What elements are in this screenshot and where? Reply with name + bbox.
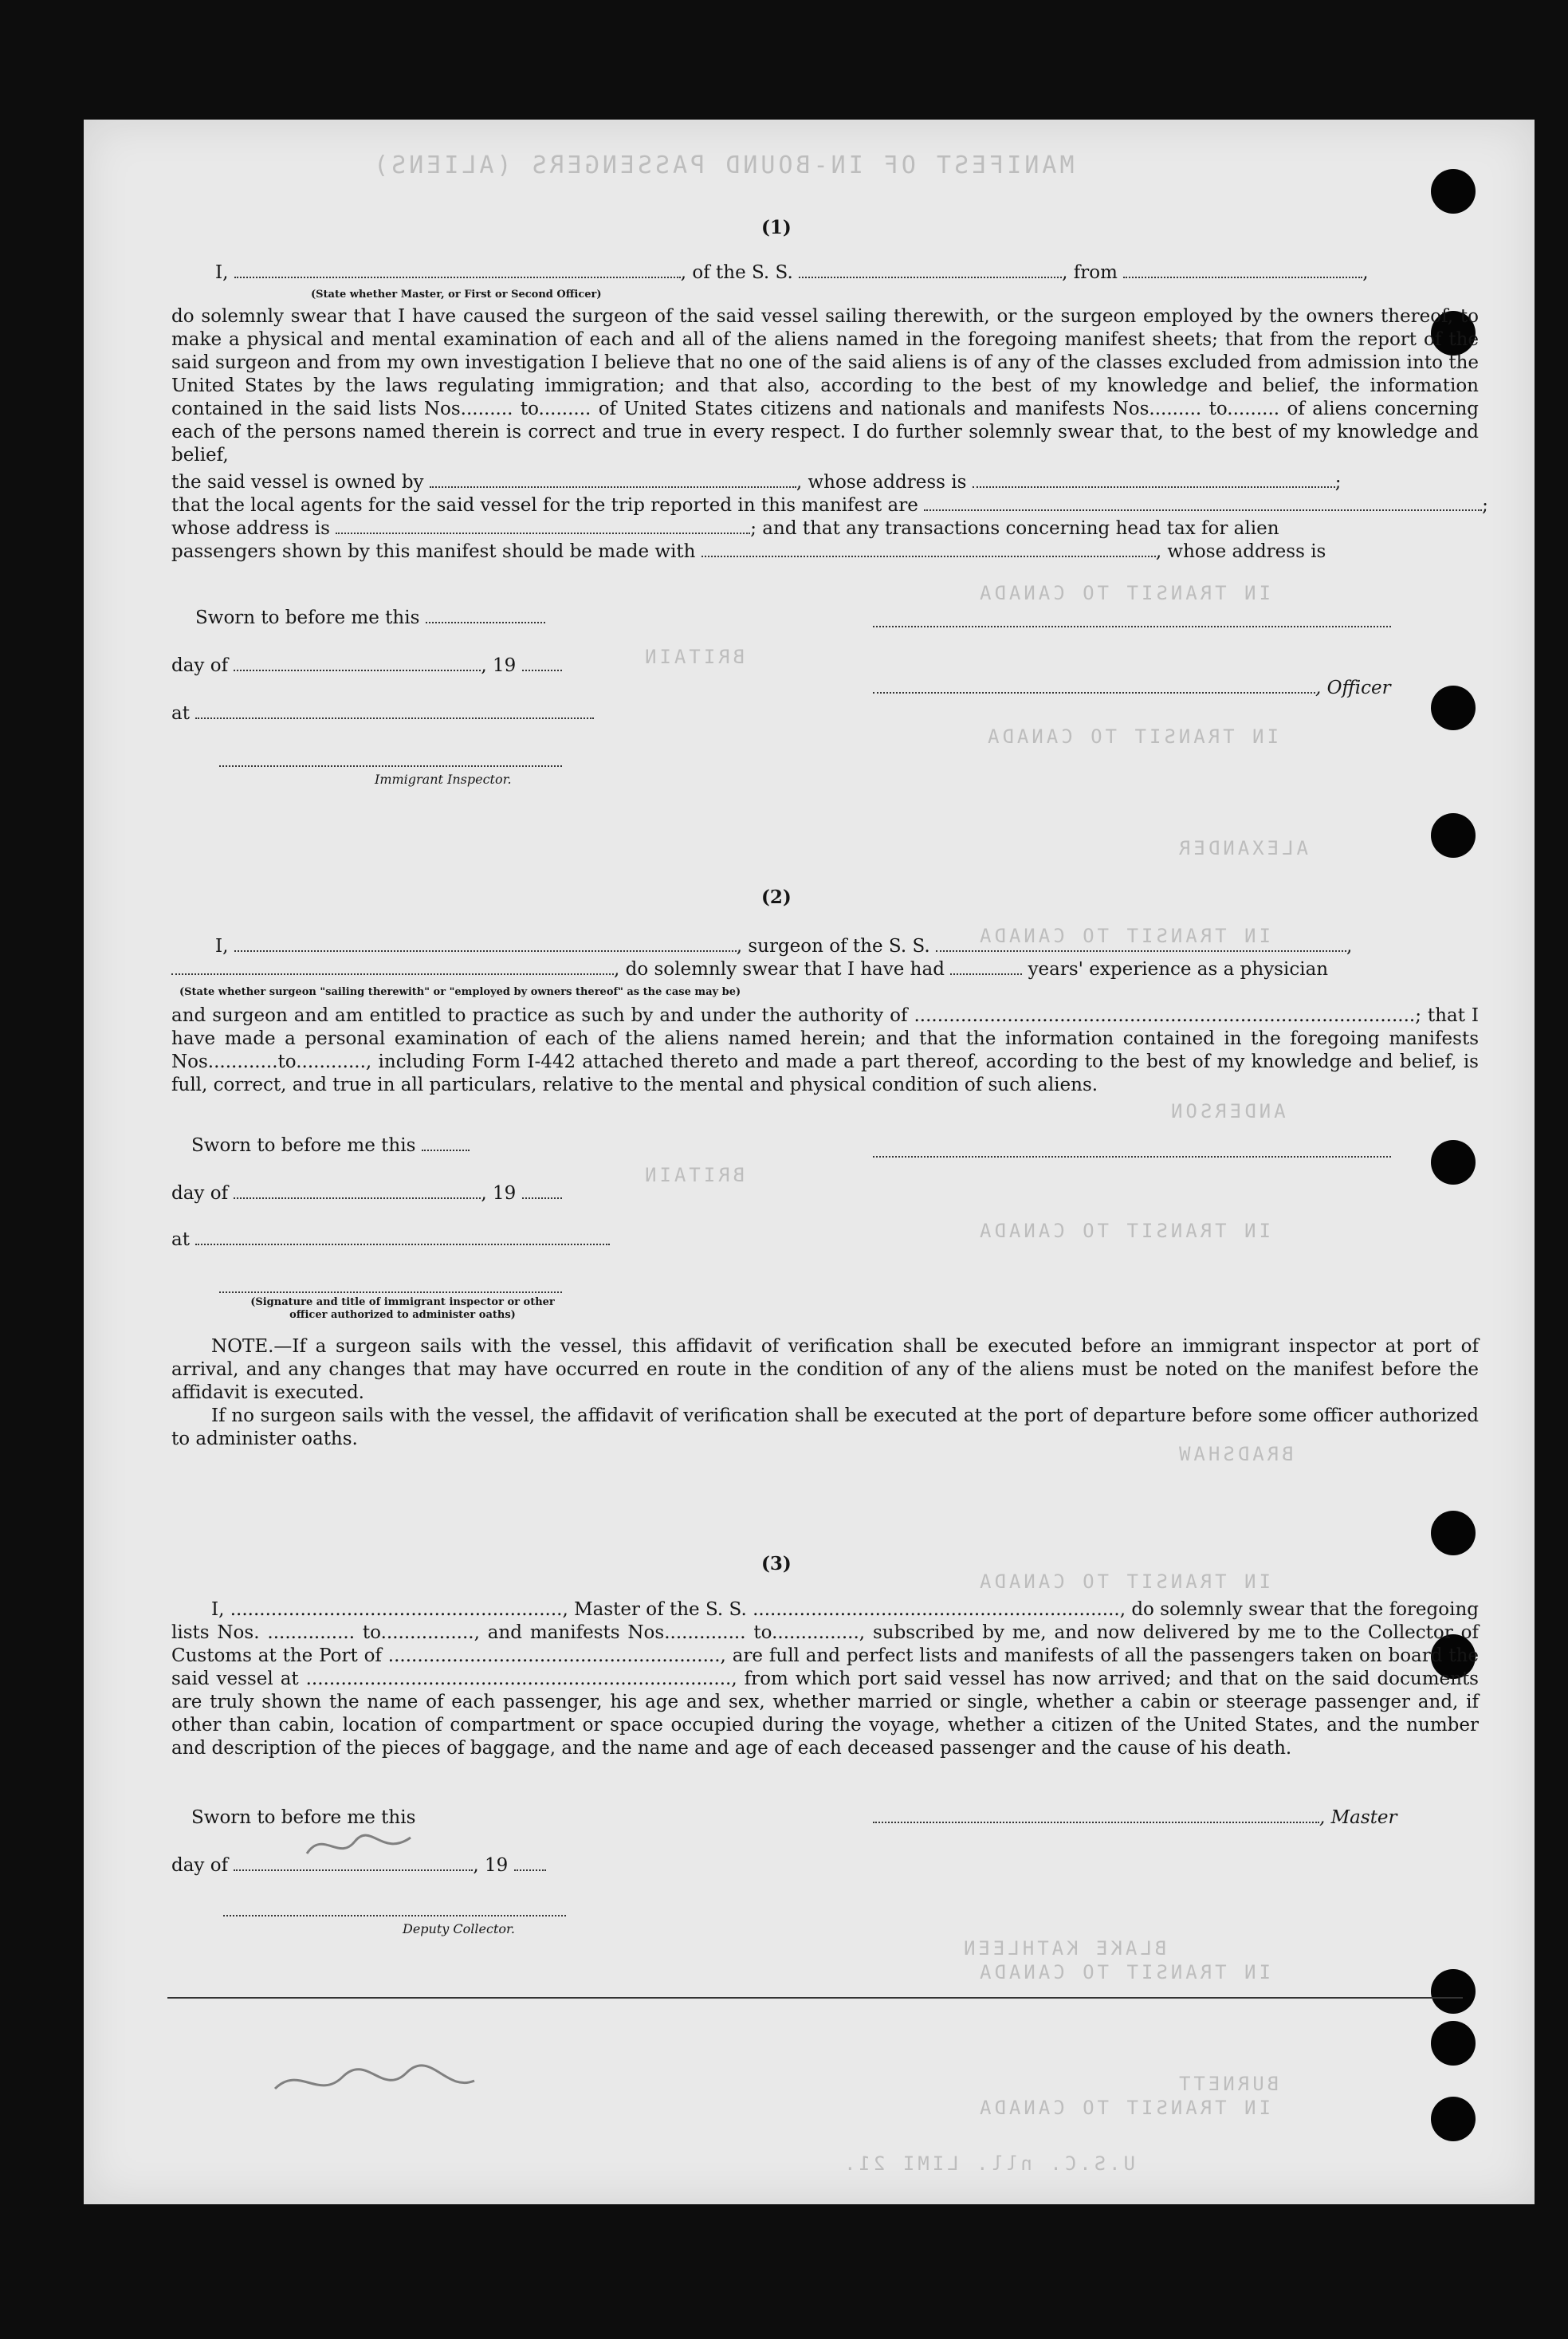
officer-signature-line-a xyxy=(873,626,1391,627)
bleed-header: MANIFEST OF IN-BOUND PASSENGERS (ALIENS) xyxy=(371,151,1075,179)
sworn-line-3: Sworn to before me this xyxy=(191,1807,416,1828)
inspector-signature-line xyxy=(219,765,562,767)
sworn-line-2: Sworn to before me this xyxy=(191,1134,470,1158)
bleed-row: ALEXANDER xyxy=(1176,837,1309,859)
bleed-row: BURNETT xyxy=(1176,2073,1279,2095)
at-line-2: at xyxy=(171,1228,610,1252)
punch-hole xyxy=(1431,1140,1476,1185)
sworn-line-1: Sworn to before me this xyxy=(195,606,545,630)
note-paragraph-2: If no surgeon sails with the vessel, the affidavit of verification shall be executed at the port of departure before some officer authorized to administer oaths. xyxy=(171,1405,1479,1449)
bleed-row: IN TRANSIT TO CANADA xyxy=(984,725,1279,748)
section-1-paragraph: do solemnly swear that I have caused the surgeon of the said vessel sailing therewith, or the surgeon employed by the owners thereof, to make a physical and mental examination of each and all of the aliens named in the foregoing manifest sheets; that from the report of the said surgeon and from my own investigation I believe that no one of the said aliens is of any of the classes excluded from admission into the United States by the laws regulating immigration; and that also, according to the best of my knowledge and belief, the information contained in the said lists Nos......... to......... of United States citizens and nationals and manifests Nos......... to......... of aliens concerning each of the persons named therein is correct and true in every respect. I do further solemnly swear that, to the best of my knowledge and belief, xyxy=(171,306,1479,466)
bleed-row: IN TRANSIT TO CANADA xyxy=(977,1220,1271,1242)
agents-address-line: whose address is ; and that any transactions concerning head tax for alien xyxy=(171,518,1279,539)
bleed-row: IN TRANSIT TO CANADA xyxy=(977,1570,1271,1593)
bleed-row: IN TRANSIT TO CANADA xyxy=(977,1961,1271,1983)
punch-hole xyxy=(1431,2021,1476,2066)
local-agents-line: that the local agents for the said vessel for the trip reported in this manifest are ; xyxy=(171,495,1488,516)
section-3-paragraph: I, ........................................................., Master of the S. S. ..............................................................., do solemnly swear that the foregoing lists Nos. ............... to................, and manifests Nos.............. to..............., subscribed by me, and now delivered by me to the Collector of Customs at the Port of ........................................................., are full and perfect lists and manifests of all the passengers taken on board the said vessel at ........................................................................., from which port said vessel has now arrived; and that on the said documents are truly shown the name of each passenger, his age and sex, whether married or single, whether a cabin or steerage passenger and, if other than cabin, location of compartment or space occupied during the voyage, whether a citizen of the United States, and the number and description of the pieces of baggage, and the name and age of each deceased passenger and the cause of his death. xyxy=(171,1599,1479,1759)
bleed-row: BRADSHAW xyxy=(1176,1443,1294,1465)
day-of-line-2: day of , 19 xyxy=(171,1181,562,1205)
bleed-bottom-code: U.S.C. nll. LIMI 21. xyxy=(841,2152,1135,2175)
bleed-row: BRITAIN xyxy=(642,646,745,668)
punch-hole xyxy=(1431,2097,1476,2141)
owned-by-line: the said vessel is owned by , whose address is ; xyxy=(171,472,1342,493)
section-1-line1: I, , of the S. S. , from , xyxy=(215,262,1369,283)
punch-hole xyxy=(1431,686,1476,730)
section-2-officer-signature-line xyxy=(219,1291,562,1293)
deputy-signature-line xyxy=(223,1915,566,1916)
bleed-row: IN TRANSIT TO CANADA xyxy=(977,925,1271,947)
section-2-line1: I, , surgeon of the S. S. , xyxy=(215,936,1353,957)
punch-hole xyxy=(1431,1511,1476,1555)
oath-officer-caption: (Signature and title of immigrant inspector or other officer authorized to administer oaths) xyxy=(250,1296,555,1321)
handwritten-mark xyxy=(271,2057,478,2113)
section-2-line2: , do solemnly swear that I have had years' experience as a physician xyxy=(171,957,1328,981)
head-tax-line: passengers shown by this manifest should be made with , whose address is xyxy=(171,541,1326,562)
inspector-caption: Immigrant Inspector. xyxy=(375,772,512,787)
section-1-number: (1) xyxy=(761,217,792,238)
bleed-row: ANDERSON xyxy=(1168,1100,1286,1122)
bleed-row: BRITAIN xyxy=(642,1164,745,1186)
note-paragraph-1: NOTE.—If a surgeon sails with the vessel, this affidavit of verification shall be executed before an immigrant inspector at port of arrival, and any changes that may have occurred en route in the condition of any of the aliens must be noted on the manifest before the affidavit is executed. xyxy=(171,1336,1479,1403)
bleed-row: IN TRANSIT TO CANADA xyxy=(977,582,1271,604)
punch-hole xyxy=(1431,813,1476,858)
handwritten-signature xyxy=(303,1826,415,1873)
section-3-number: (3) xyxy=(761,1553,792,1574)
punch-hole xyxy=(1431,1969,1476,2014)
section-2-paragraph: and surgeon and am entitled to practice as such by and under the authority of ......................................................................................; that I have made a personal examination of each of the aliens named herein; and that the information contained in the foregoing manifests Nos............to............, including Form I-442 attached thereto and made a part thereof, according to the best of my knowledge and belief, is full, correct, and true in all particulars, relative to the mental and physical condition of such aliens. xyxy=(171,1005,1479,1095)
at-line-1: at xyxy=(171,702,594,725)
surgeon-signature-line xyxy=(873,1156,1391,1158)
surgeon-note: (State whether surgeon "sailing therewith" or "employed by owners thereof" as the case may be) xyxy=(179,986,741,998)
bleed-row: BLAKE KATHLEEN xyxy=(961,1937,1167,1960)
day-of-line-3: day of , 19 xyxy=(171,1854,546,1877)
master-note: (State whether Master, or First or Second Officer) xyxy=(311,289,602,301)
bleed-row: IN TRANSIT TO CANADA xyxy=(977,2097,1271,2119)
punch-hole xyxy=(1431,169,1476,214)
master-line: , Master xyxy=(873,1806,1397,1830)
officer-line: , Officer xyxy=(873,676,1391,700)
bottom-rule xyxy=(167,1997,1463,1999)
manifest-page xyxy=(84,120,1535,2204)
section-2-number: (2) xyxy=(761,886,792,908)
deputy-caption: Deputy Collector. xyxy=(403,1921,515,1936)
day-of-line-1: day of , 19 xyxy=(171,654,562,678)
